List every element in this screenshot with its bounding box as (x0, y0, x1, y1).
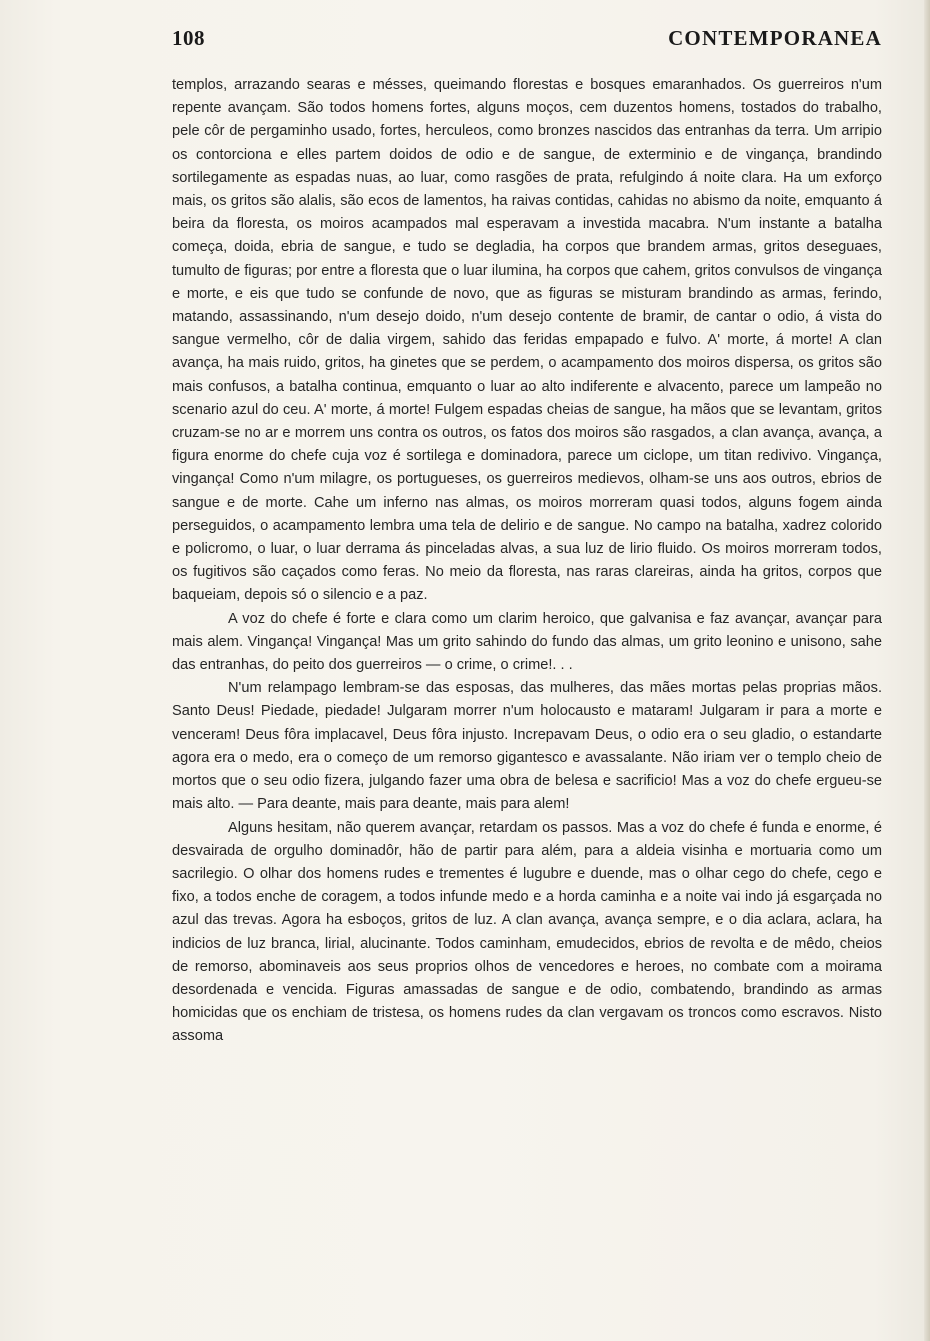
page-edge (924, 0, 930, 1341)
running-title: CONTEMPORANEA (668, 26, 882, 50)
page-header (172, 26, 882, 56)
page-number: 108 (172, 26, 205, 50)
paragraph: Alguns hesitam, não querem avançar, retardam os passos. Mas a voz do chefe é funda e enorme, é desvairada de orgulho dominadôr, hão de partir para além, para a aldeia visinha e mortuaria como um sacrilegio. O olhar dos homens rudes e trementes é lugubre e duende, mas o olhar cego do chefe, cego e fixo, a todos enche de coragem, a todos infunde medo e a horda caminha e a noite vai indo já esgarçada no azul das trevas. Agora ha esboços, gritos de luz. A clan avança, avança sempre, e o dia aclara, aclara, ha indicios de luz branca, lirial, alucinante. Todos caminham, emudecidos, ebrios de revolta e de mêdo, cheios de remorso, abominaveis aos seus proprios olhos de vencedores e heroes, no combate com a moirama desordenada e vencida. Figuras amassadas de sangue e de odio, combatendo, brandindo as armas homicidas que os enchiam de tristesa, os homens rudes da clan vergavam os troncos como escravos. Nisto assoma (172, 819, 882, 1045)
paragraph: templos, arrazando searas e mésses, queimando florestas e bosques emaranhados. Os guerreiros n'um repente avançam. São todos homens fortes, alguns moços, cem duzentos homens, tostados do trabalho, pele côr de pergaminho usado, fortes, herculeos, como bronzes nascidos das entranhas da terra. Um arripio os contorciona e elles partem doidos de odio e de sangue, de exterminio e de vingança, brandindo sortilegamente as espadas nuas, ao luar, como rasgões de prata, refulgindo á noite clara. Ha um exforço mais, os gritos são alalis, são ecos de lamentos, ha raivas contidas, cahidas no abismo da noite, emquanto á beira da floresta, os moiros acampados mal esperavam a investida macabra. N'um instante a batalha começa, doida, ebria de sangue, e tudo se degladia, ha corpos que brandem armas, gritos deseguaes, tumulto de figuras; por entre a floresta que o luar ilumina, ha corpos que cahem, gritos convulsos de vingança e morte, e eis que tudo se confunde de novo, que as figuras se misturam brandindo as armas, ferindo, matando, assassinando, n'um desejo doido, n'um desejo contente de bramir, de cantar o odio, á vista do sangue vermelho, côr de dalia virgem, sahido das feridas empapado e fulvo. A' morte, á morte! A clan avança, ha mais ruido, gritos, ha ginetes que se perdem, o acampamento dos moiros dispersa, os gritos são mais confusos, a batalha continua, emquanto o luar ao alto indiferente e alvacento, parece um lampeão no scenario azul do ceu. A' morte, á morte! Fulgem espadas cheias de sangue, ha mãos que se levantam, gritos cruzam-se no ar e morrem uns contra os outros, os fatos dos moiros são rasgados, a clan avança, avança, a figura enorme do chefe cuja voz é sortilega e dominadora, parece um ciclope, um titan redivivo. Vingança, vingança! Como n'um milagre, os portugueses, os guerreiros medievos, olham-se uns aos outros, ebrios de sangue e de morte. Cahe um inferno nas almas, os moiros morreram quasi todos, alguns fogem ainda perseguidos, o acampamento lembra uma tela de delirio e de sangue. No campo na batalha, xadrez colorido e policromo, o luar, o luar derrama ás pinceladas alvas, a sua luz de lirio fluido. Os moiros morreram todos, os fugitivos são caçados como feras. No meio da floresta, nas raras clareiras, ainda ha gritos, corpos que baqueiam, depois só o silencio e a paz. (172, 77, 882, 604)
paragraph: A voz do chefe é forte e clara como um clarim heroico, que galvanisa e faz avançar, avançar para mais alem. Vingança! Vingança! Mas um grito sahindo do fundo das almas, um grito leonino e unisono, sahe das entranhas, do peito dos guerreiros — o crime, o crime!. . . (172, 610, 882, 674)
paragraph: N'um relampago lembram-se das esposas, das mulheres, das mães mortas pelas proprias mãos. Santo Deus! Piedade, piedade! Julgaram morrer n'um holocausto e mataram! Julgaram ir para a morte e venceram! Deus fôra implacavel, Deus fôra injusto. Increpavam Deus, o odio era o seu gladio, o estandarte agora era o medo, era o começo de um remorso gigantesco e avassalante. Não iriam ver o templo cheio de mortos que o seu odio fizera, julgando fazer uma obra de belesa e sacrificio! Mas a voz do chefe ergueu-se mais alto. — Para deante, mais para deante, mais para alem! (172, 680, 882, 813)
body-text (172, 74, 882, 1049)
